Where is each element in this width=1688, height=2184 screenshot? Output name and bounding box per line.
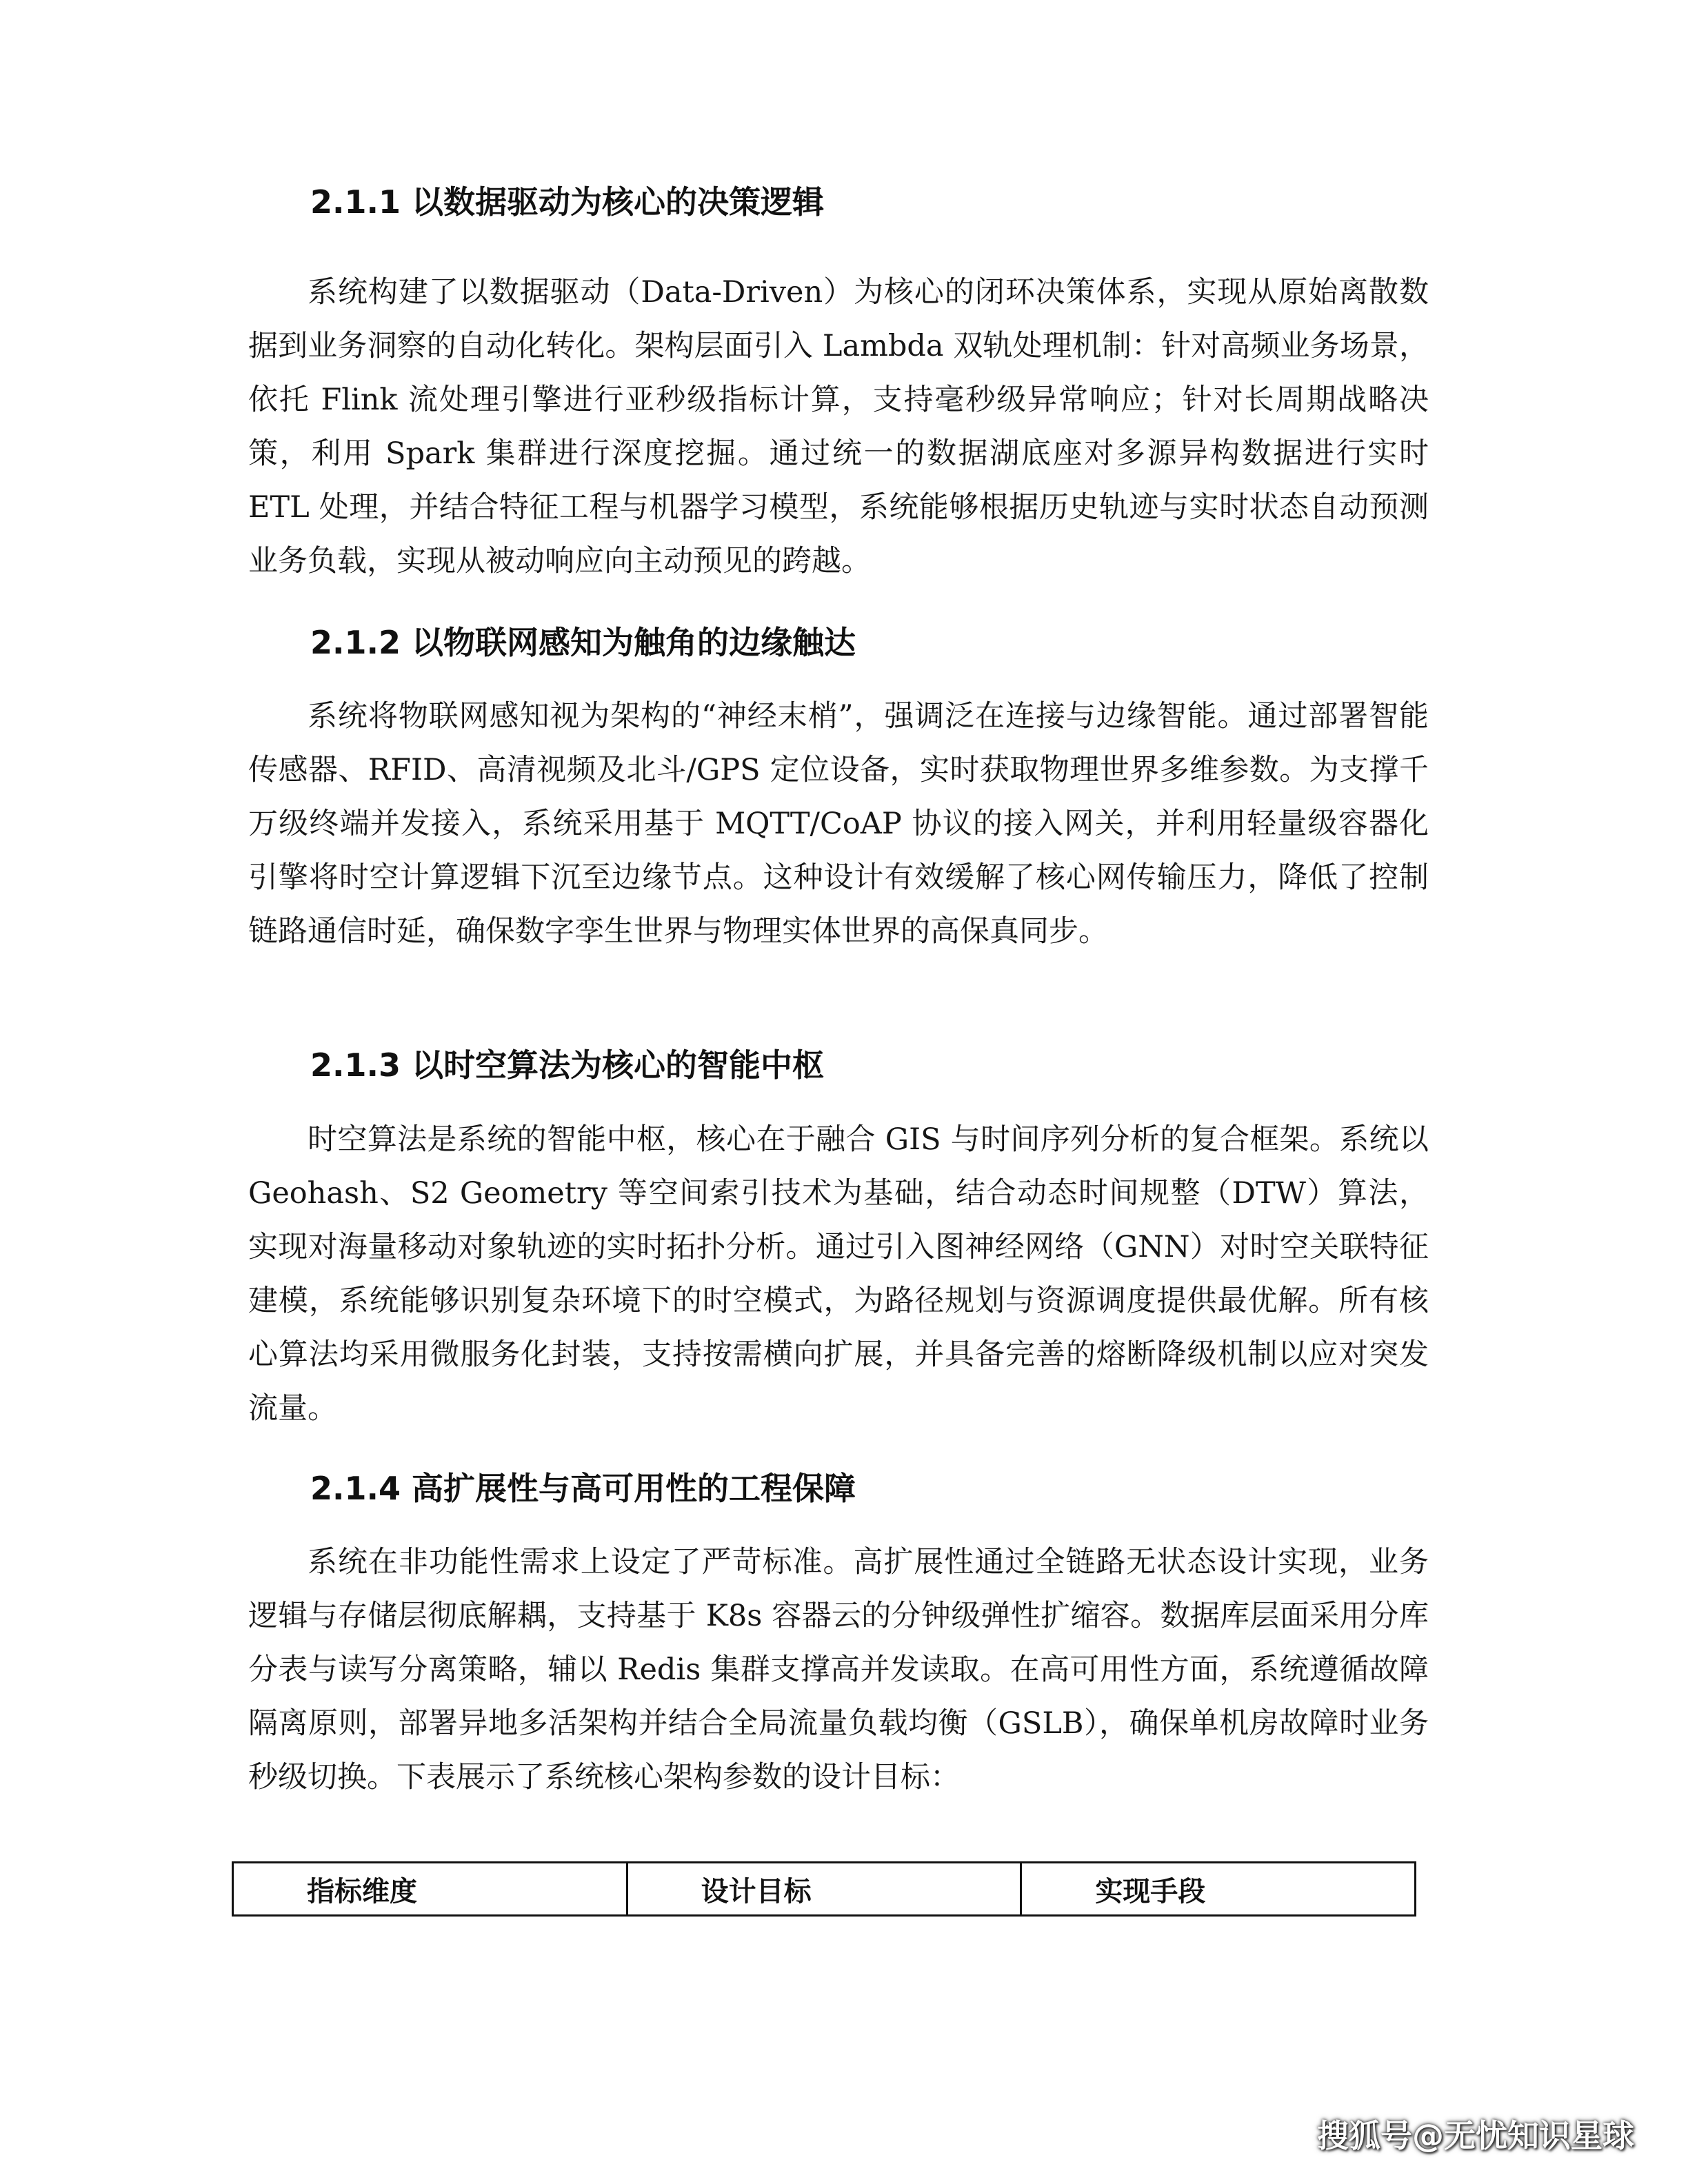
section-heading-2-1-4: 2.1.4 高扩展性与高可用性的工程保障 [310,1470,856,1507]
section-heading-2-1-1: 2.1.1 以数据驱动为核心的决策逻辑 [310,183,824,221]
table-header-implementation: 实现手段 [1021,1863,1416,1916]
section-paragraph-2-1-1: 系统构建了以数据驱动（Data-Driven）为核心的闭环决策体系，实现从原始离散数据到业务洞察的自动化转化。架构层面引入 Lambda 双轨处理机制：针对高频业务场景，依托 Flink 流处理引擎进行亚秒级指标计算，支持毫秒级异常响应；针对长周期战略决策，利用 Spark 集群进行深度挖掘。通过统一的数据湖底座对多源异构数据进行实时 ETL 处理，并结合特征工程与机器学习模型，系统能够根据历史轨迹与实时状态自动预测业务负载，实现从被动响应向主动预见的跨越。 [248,275,1429,578]
table-header-design-target: 设计目标 [627,1863,1021,1916]
section-heading-2-1-2: 2.1.2 以物联网感知为触角的边缘触达 [310,624,856,661]
watermark: 搜狐号@无忧知识星球 [1317,2117,1634,2154]
section-heading-2-1-3: 2.1.3 以时空算法为核心的智能中枢 [310,1046,824,1084]
table-header-row [233,1863,1416,1916]
table-header-metric-dimension: 指标维度 [233,1863,627,1916]
section-paragraph-2-1-3: 时空算法是系统的智能中枢，核心在于融合 GIS 与时间序列分析的复合框架。系统以 Geohash、S2 Geometry 等空间索引技术为基础，结合动态时间规整（DTW）算法，实现对海量移动对象轨迹的实时拓扑分析。通过引入图神经网络（GNN）对时空关联特征建模，系统能够识别复杂环境下的时空模式，为路径规划与资源调度提供最优解。所有核心算法均采用微服务化封装，支持按需横向扩展，并具备完善的熔断降级机制以应对突发流量。 [248,1122,1429,1426]
design-target-table [232,1861,1416,1917]
section-paragraph-2-1-4: 系统在非功能性需求上设定了严苛标准。高扩展性通过全链路无状态设计实现，业务逻辑与存储层彻底解耦，支持基于 K8s 容器云的分钟级弹性扩缩容。数据库层面采用分库分表与读写分离策略，辅以 Redis 集群支撑高并发读取。在高可用性方面，系统遵循故障隔离原则，部署异地多活架构并结合全局流量负载均衡（GSLB），确保单机房故障时业务秒级切换。下表展示了系统核心架构参数的设计目标： [248,1545,1429,1794]
section-paragraph-2-1-2: 系统将物联网感知视为架构的“神经末梢”，强调泛在连接与边缘智能。通过部署智能传感器、RFID、高清视频及北斗/GPS 定位设备，实时获取物理世界多维参数。为支撑千万级终端并发接入，系统采用基于 MQTT/CoAP 协议的接入网关，并利用轻量级容器化引擎将时空计算逻辑下沉至边缘节点。这种设计有效缓解了核心网传输压力，降低了控制链路通信时延，确保数字孪生世界与物理实体世界的高保真同步。 [248,699,1429,949]
